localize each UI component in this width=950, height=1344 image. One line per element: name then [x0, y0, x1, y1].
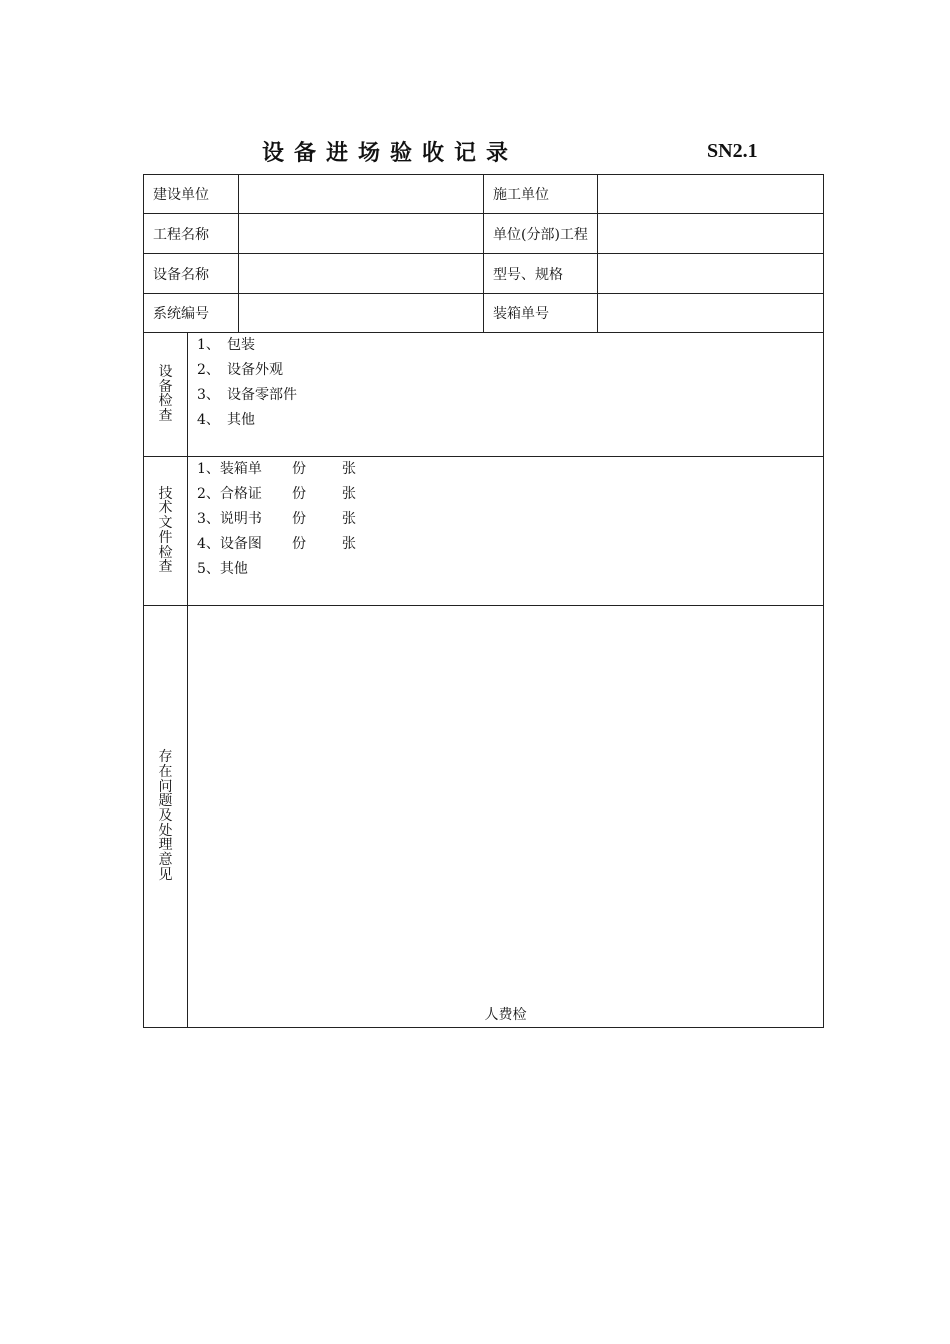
- inspector-signature: 人费检: [484, 1007, 527, 1023]
- acceptance-form-table: [143, 174, 824, 1028]
- issues-field[interactable]: [188, 606, 824, 1028]
- equipment-name-field[interactable]: [239, 254, 484, 294]
- equipment-check-label: 设备检查: [144, 333, 188, 457]
- equipment-check-list[interactable]: [188, 333, 824, 457]
- form-code: SN2.1: [707, 140, 758, 162]
- system-number-field[interactable]: [239, 294, 484, 333]
- project-name-label: 工程名称: [144, 214, 239, 254]
- tech-docs-label: 技术文件检查: [144, 457, 188, 606]
- issues-label: 存在问题及处理意见: [144, 606, 188, 1028]
- list-item: 5、其他: [197, 561, 248, 577]
- list-item: 1、 包装: [197, 337, 255, 353]
- model-spec-label: 型号、规格: [484, 254, 598, 294]
- issues-row: [144, 606, 824, 1028]
- list-item: 2、合格证 份 张: [197, 486, 356, 502]
- tech-docs-row: [144, 457, 824, 606]
- equipment-name-label: 设备名称: [144, 254, 239, 294]
- builder-unit-field[interactable]: [598, 175, 824, 214]
- info-row: [144, 175, 824, 214]
- packing-list-number-field[interactable]: [598, 294, 824, 333]
- page-title: 设备进场验收记录: [262, 140, 519, 166]
- info-row: [144, 214, 824, 254]
- list-item: 4、设备图 份 张: [197, 536, 356, 552]
- list-item: 2、 设备外观: [197, 362, 283, 378]
- project-name-field[interactable]: [239, 214, 484, 254]
- builder-unit-label: 施工单位: [484, 175, 598, 214]
- sub-project-field[interactable]: [598, 214, 824, 254]
- list-item: 3、 设备零部件: [197, 387, 297, 403]
- list-item: 3、说明书 份 张: [197, 511, 356, 527]
- info-row: [144, 254, 824, 294]
- system-number-label: 系统编号: [144, 294, 239, 333]
- model-spec-field[interactable]: [598, 254, 824, 294]
- list-item: 1、装箱单 份 张: [197, 461, 356, 477]
- list-item: 4、 其他: [197, 412, 255, 428]
- construction-unit-label: 建设单位: [144, 175, 239, 214]
- equipment-check-row: [144, 333, 824, 457]
- sub-project-label: 单位(分部)工程: [484, 214, 598, 254]
- info-row: [144, 294, 824, 333]
- packing-list-number-label: 装箱单号: [484, 294, 598, 333]
- tech-docs-list[interactable]: [188, 457, 824, 606]
- construction-unit-field[interactable]: [239, 175, 484, 214]
